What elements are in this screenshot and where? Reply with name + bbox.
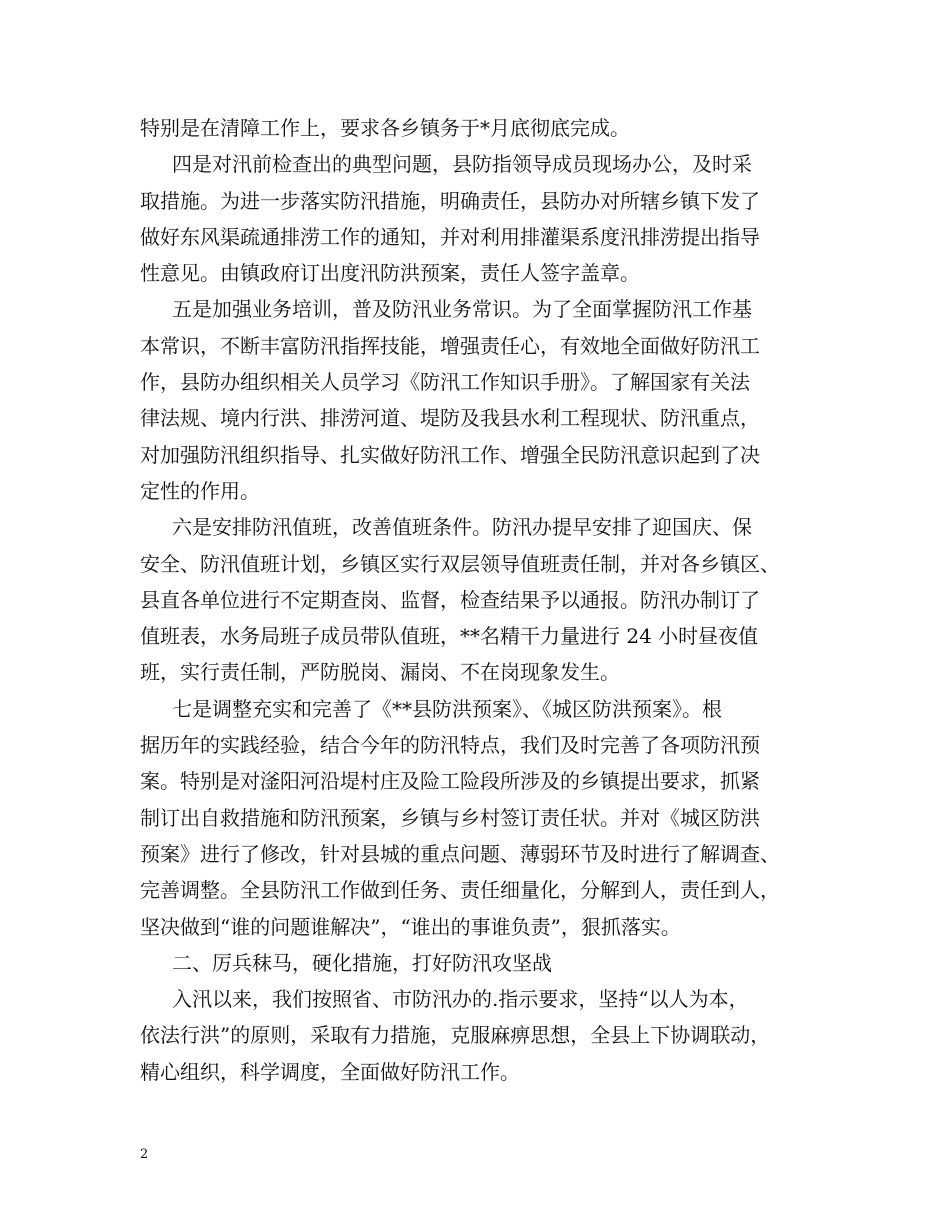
text-line: 对加强防汛组织指导、扎实做好防汛工作、增强全民防汛意识起到了决 [140,442,760,467]
paragraph-start-line: 入汛以来，我们按照省、市防汛办的.指示要求，坚持“以人为本， [172,987,749,1012]
text-line: 特别是在清障工作上，要求各乡镇务于*月底彻底完成。 [140,116,630,140]
paragraph-start-line: 五是加强业务培训，普及防汛业务常识。为了全面掌握防汛工作基 [172,297,752,322]
text-line: 坚决做到“谁的问题谁解决”，“谁出的事谁负责”，狠抓落实。 [140,914,681,939]
text-line: 安全、防汛值班计划，乡镇区实行双层领导值班责任制，并对各乡镇区、 [140,551,780,576]
text-line: 县直各单位进行不定期查岗、监督，检查结果予以通报。防汛办制订了 [140,587,760,612]
text-line: 完善调整。全县防汛工作做到任务、责任细量化，分解到人，责任到人， [140,878,780,903]
document-body [140,110,830,1090]
text-line: 律法规、境内行洪、排涝河道、堤防及我县水利工程现状、防汛重点， [140,406,760,431]
text-line: 值班表，水务局班子成员带队值班，**名精干力量进行 24 小时昼夜值 [140,624,759,649]
text-line: 案。特别是对滏阳河沿堤村庄及险工险段所涉及的乡镇提出要求，抓紧 [140,769,760,794]
text-line: 做好东风渠疏通排涝工作的通知，并对利用排灌渠系度汛排涝提出指导 [140,224,760,249]
text-line: 性意见。由镇政府订出度汛防洪预案，责任人签字盖章。 [140,261,640,286]
page-number: 2 [140,1147,149,1162]
text-line: 班，实行责任制，严防脱岗、漏岗、不在岗现象发生。 [140,660,620,685]
text-line: 取措施。为进一步落实防汛措施，明确责任，县防办对所辖乡镇下发了 [140,188,760,213]
paragraph-start-line: 七是调整充实和完善了《**县防洪预案》、《城区防洪预案》。根 [172,696,722,721]
text-line: 据历年的实践经验，结合今年的防汛特点，我们及时完善了各项防汛预 [140,733,760,758]
paragraph-start-line: 四是对汛前检查出的典型问题，县防指领导成员现场办公，及时采 [172,152,752,177]
text-line: 作，县防办组织相关人员学习《防汛工作知识手册》。了解国家有关法 [140,370,750,395]
text-line: 本常识，不断丰富防汛指挥技能，增强责任心，有效地全面做好防汛工 [140,333,760,358]
text-line: 预案》进行了修改，针对县城的重点问题、薄弱环节及时进行了解调查、 [140,841,780,866]
text-line: 依法行洪”的原则，采取有力措施，克服麻痹思想，全县上下协调联动， [140,1023,771,1048]
paragraph-start-line: 六是安排防汛值班，改善值班条件。防汛办提早安排了迎国庆、保 [172,515,752,540]
text-line: 精心组织，科学调度，全面做好防汛工作。 [140,1059,520,1084]
text-line: 制订出自救措施和防汛预案，乡镇与乡村签订责任状。并对《城区防洪 [140,805,760,830]
section-heading: 二、厉兵秣马，硬化措施，打好防汛攻坚战 [172,950,552,975]
text-line: 定性的作用。 [140,478,260,503]
